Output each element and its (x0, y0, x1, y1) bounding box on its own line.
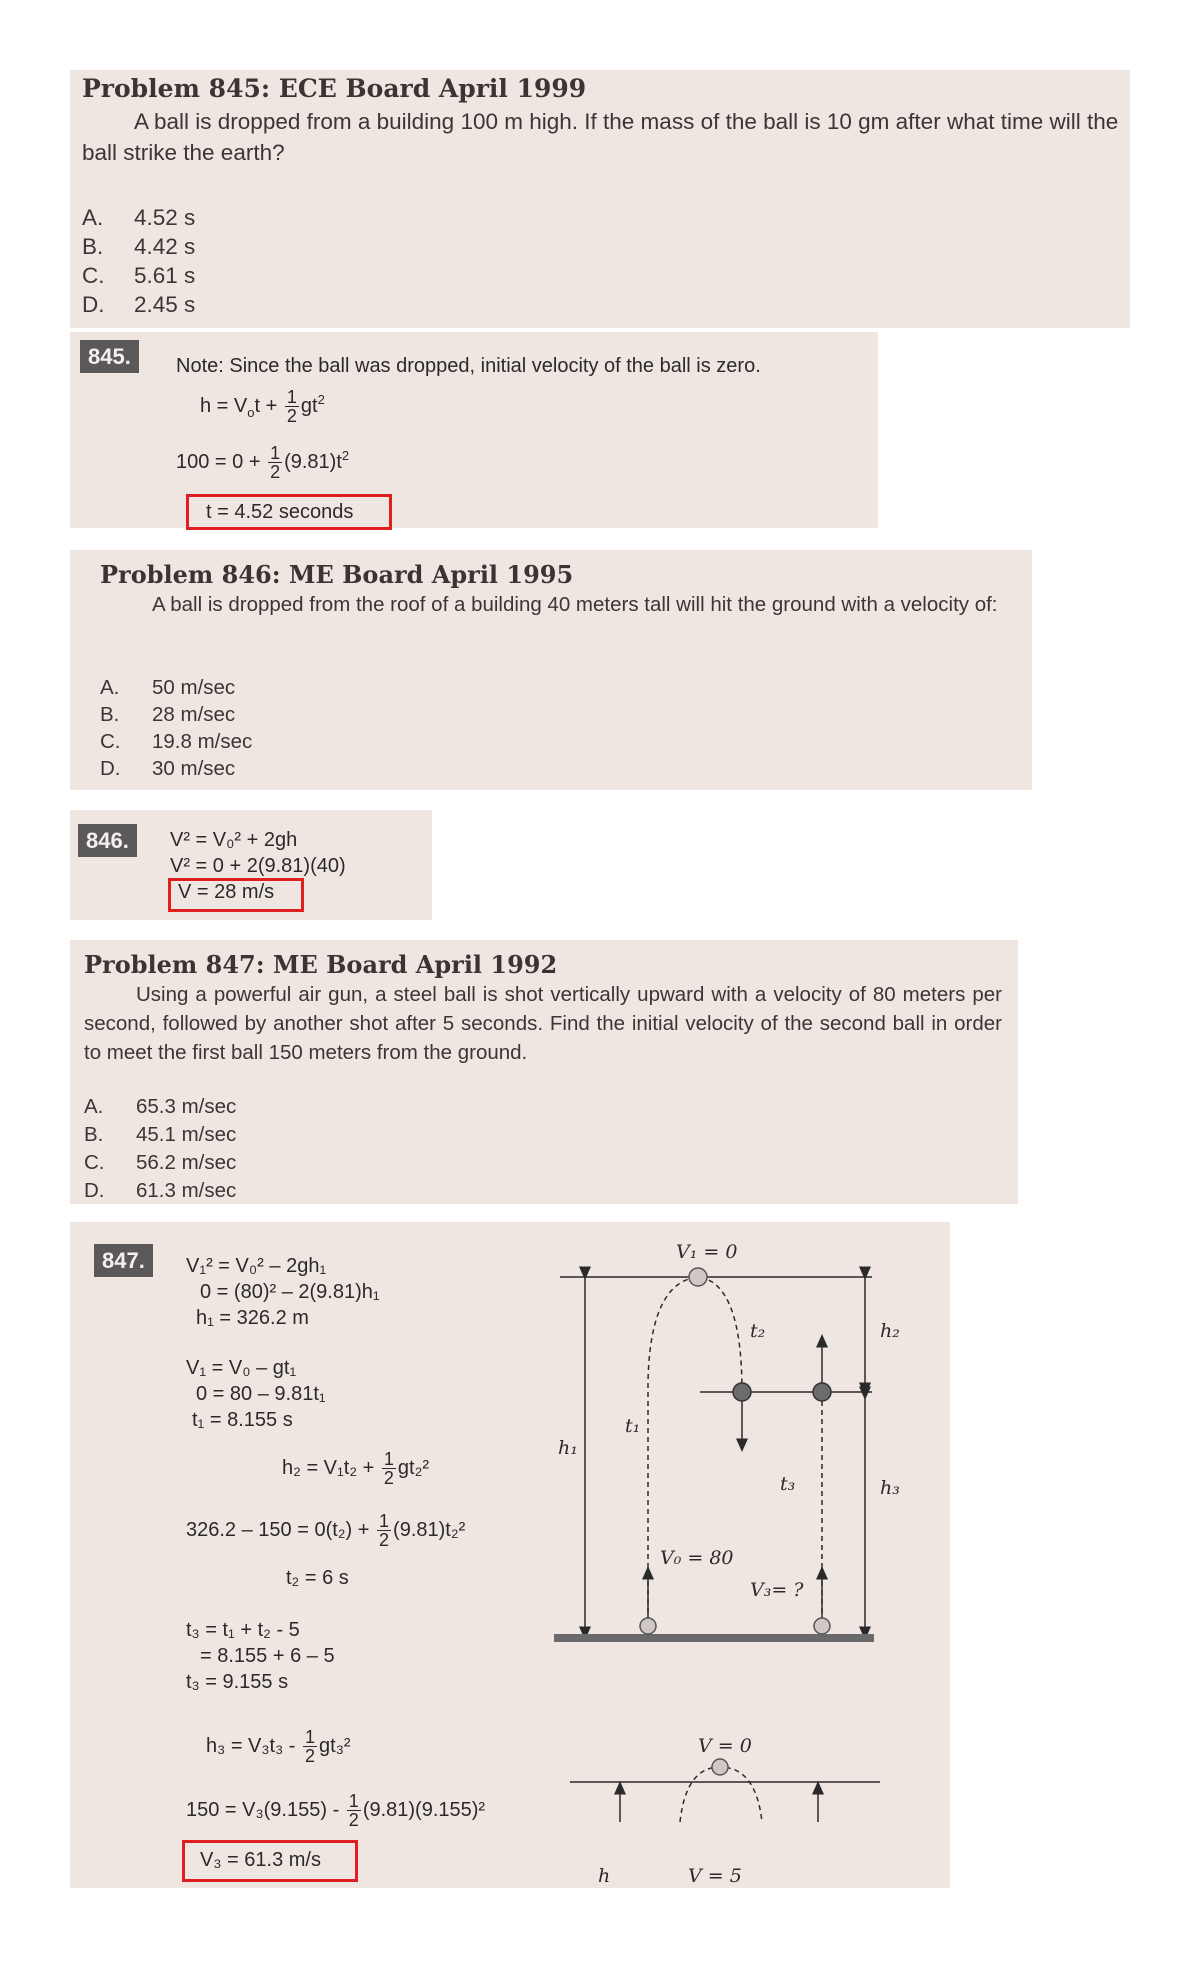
choice-b: B. 45.1 m/sec (84, 1123, 237, 1146)
ball-second-meeting (813, 1383, 831, 1401)
solution-847-answer: V₃ = 61.3 m/s (200, 1849, 321, 1871)
choice-a: A. 50 m/sec (100, 676, 236, 699)
label-t1: t₁ (625, 1415, 641, 1437)
problem-847-question: Using a powerful air gun, a steel ball is shot vertically upward with a velocity of 80 meters per second, followed by another shot after 5 seconds. Find the initial velocity of the second ball in order to meet the first ball 150 meters from the ground. (84, 983, 1002, 1064)
choice-d: D. 61.3 m/sec (84, 1179, 237, 1202)
solution-847-l8: 326.2 – 150 = 0(t₂) + $\frac{1}{2}$ (9.81)t₂² (186, 1511, 466, 1550)
solution-845-eq1: $h = V_ot$ + $\frac{1}{2}$ $gt^2$ (200, 387, 325, 426)
label-h3: h₃ (880, 1477, 900, 1499)
solution-847-l12: t₃ = 9.155 s (186, 1671, 289, 1693)
label-v0b: V = 0 (698, 1735, 752, 1757)
solution-847-badge: 847. (94, 1244, 153, 1277)
ball-top-2 (712, 1759, 728, 1775)
solution-845-answer: t = 4.52 seconds (206, 501, 354, 523)
choice-a: A. 65.3 m/sec (84, 1095, 237, 1118)
choice-b: B. 4.42 s (82, 234, 196, 259)
solution-846-badge: 846. (78, 824, 137, 857)
label-v1: V₁ = 0 (676, 1241, 738, 1263)
label-t2: t₂ (750, 1320, 766, 1342)
label-v0: V₀ = 80 (660, 1547, 734, 1569)
ball-launch-1 (640, 1618, 656, 1634)
problem-846-question: A ball is dropped from the roof of a building 40 meters tall will hit the ground with a velocity of: (152, 593, 998, 616)
solution-847-l2: 0 = (80)² – 2(9.81)h₁ (200, 1281, 380, 1303)
ball-launch-2 (814, 1618, 830, 1634)
answer-highlight-box (168, 878, 304, 912)
solution-845-panel (70, 332, 878, 528)
solution-847-l3: h₁ = 326.2 m (196, 1307, 309, 1329)
solution-846-answer: V = 28 m/s (178, 881, 275, 903)
choice-d: D. 30 m/sec (100, 757, 236, 780)
solution-847-l14: 150 = V₃(9.155) - $\frac{1}{2}$ (9.81)(9.155)² (186, 1791, 486, 1830)
solution-845-badge: 845. (80, 340, 139, 373)
problem-845-question: A ball is dropped from a building 100 m high. If the mass of the ball is 10 gm after what time will the ball strike the earth? (82, 109, 1119, 165)
solution-845-eq2: 100 = 0 + $\frac{1}{2}$ $(9.81)t^2$ (176, 443, 350, 482)
problem-846-panel (70, 550, 1032, 790)
choice-c: C. 19.8 m/sec (100, 730, 253, 753)
solution-847-l6: t₁ = 8.155 s (192, 1409, 293, 1431)
label-vb: V = 5 (688, 1865, 742, 1887)
label-h1: h₁ (558, 1437, 578, 1459)
label-v3: V₃= ? (750, 1579, 804, 1601)
choice-a: A. 4.52 s (82, 205, 196, 230)
solution-847-l9: t₂ = 6 s (286, 1567, 349, 1589)
solution-846-line2: V² = 0 + 2(9.81)(40) (170, 855, 346, 877)
solution-845-note: Note: Since the ball was dropped, initial velocity of the ball is zero. (176, 355, 761, 377)
choice-b: B. 28 m/sec (100, 703, 236, 726)
problem-845-title: Problem 845: ECE Board April 1999 (82, 74, 587, 103)
answer-highlight-box (186, 494, 392, 530)
label-h2: h₂ (880, 1320, 900, 1342)
ball-first-meeting (733, 1383, 751, 1401)
solution-847-panel (70, 1222, 950, 1888)
solution-847-l4: V₁ = V₀ – gt₁ (186, 1357, 297, 1379)
solution-847-l11: = 8.155 + 6 – 5 (200, 1645, 335, 1667)
choice-c: C. 5.61 s (82, 263, 196, 288)
solution-847-l5: 0 = 80 – 9.81t₁ (196, 1383, 326, 1405)
solution-847-l7: h₂ = V₁t₂ + $\frac{1}{2}$ gt₂² (282, 1449, 430, 1488)
problem-846-title: Problem 846: ME Board April 1995 (100, 560, 574, 589)
problem-847-panel (70, 940, 1018, 1204)
problem-847-title: Problem 847: ME Board April 1992 (84, 950, 558, 979)
label-t3: t₃ (780, 1473, 796, 1495)
problem-845-panel (70, 70, 1130, 328)
solution-846-line1: V² = V₀² + 2gh (170, 829, 298, 851)
motion-diagram (70, 1222, 950, 1888)
solution-847-l1: V₁² = V₀² – 2gh₁ (186, 1255, 327, 1277)
choice-d: D. 2.45 s (82, 292, 196, 317)
solution-847-l13: h₃ = V₃t₃ - $\frac{1}{2}$ gt₃² (206, 1727, 351, 1766)
ball-top (689, 1268, 707, 1286)
ground (554, 1634, 874, 1642)
first-ball-trajectory (648, 1277, 742, 1622)
label-hb: h (598, 1865, 611, 1887)
choice-c: C. 56.2 m/sec (84, 1151, 237, 1174)
solution-846-panel (70, 810, 432, 920)
solution-847-l10: t₃ = t₁ + t₂ - 5 (186, 1619, 300, 1641)
